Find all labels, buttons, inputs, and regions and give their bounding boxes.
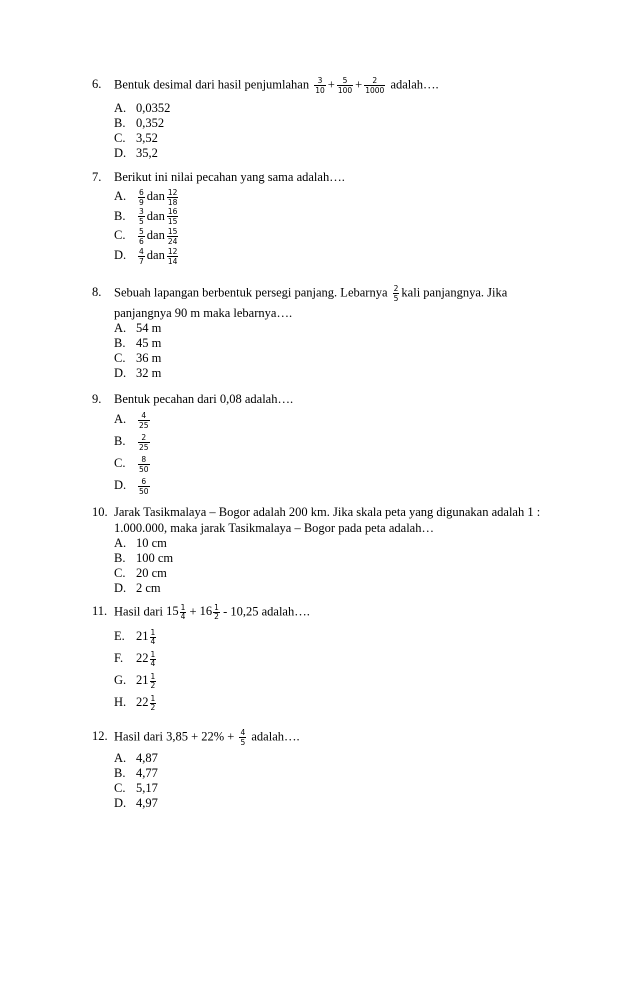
option-b[interactable]: B. 45 m bbox=[114, 336, 162, 350]
option-d[interactable]: D. $\frac{6}{50}$ bbox=[114, 476, 149, 496]
question-number: 10. bbox=[92, 505, 108, 519]
question-number: 6. bbox=[92, 77, 102, 92]
option-a[interactable]: A. 4,87 bbox=[114, 751, 158, 765]
mixed-number: 15 $\frac{1}{4}$ bbox=[166, 603, 186, 621]
option-b[interactable]: B. 100 cm bbox=[114, 551, 174, 565]
option-d[interactable]: D. 35,2 bbox=[114, 146, 158, 160]
question-9-stem bbox=[92, 392, 552, 407]
options-list bbox=[114, 625, 552, 713]
fraction: $\frac{5}{100}$ bbox=[337, 76, 353, 95]
question-number: 11. bbox=[92, 604, 108, 619]
question-number: 7. bbox=[92, 170, 102, 184]
question-12 bbox=[92, 728, 552, 811]
option-a[interactable]: A. 10 cm bbox=[114, 536, 167, 550]
question-7 bbox=[92, 170, 552, 266]
option-c[interactable]: C. 3,52 bbox=[114, 131, 158, 145]
option-f[interactable]: F. 22 $\frac{1}{4}$ bbox=[114, 649, 156, 668]
option-e[interactable]: E. 21 $\frac{1}{4}$ bbox=[114, 627, 156, 646]
question-text: - 10,25 adalah…. bbox=[223, 604, 310, 619]
question-number: 12. bbox=[92, 729, 108, 744]
question-11 bbox=[92, 604, 552, 713]
question-text: adalah…. bbox=[390, 77, 439, 92]
option-d[interactable]: D. 32 m bbox=[114, 366, 162, 380]
operator: + bbox=[189, 604, 197, 619]
option-b[interactable]: B. $\frac{2}{25}$ bbox=[114, 432, 149, 452]
question-6 bbox=[92, 76, 552, 161]
question-7-stem bbox=[92, 170, 552, 185]
option-h[interactable]: H. 22 $\frac{1}{2}$ bbox=[114, 693, 156, 712]
option-a[interactable]: A. 54 m bbox=[114, 321, 162, 335]
options-list bbox=[114, 536, 552, 596]
question-6-stem bbox=[92, 76, 552, 95]
option-a[interactable]: A. $\frac{6}{9}$ dan $\frac{12}{18}$ bbox=[114, 187, 178, 207]
question-text: Hasil dari bbox=[114, 604, 163, 619]
question-number: 9. bbox=[92, 392, 102, 406]
option-d[interactable]: D. 4,97 bbox=[114, 796, 158, 810]
option-c[interactable]: C. 20 cm bbox=[114, 566, 167, 580]
fraction: $\frac{2}{1000}$ bbox=[365, 76, 385, 95]
fraction: $\frac{2}{5}$ bbox=[393, 284, 399, 303]
fraction: $\frac{4}{5}$ bbox=[240, 728, 246, 747]
question-number: 8. bbox=[92, 285, 102, 300]
options-list bbox=[114, 408, 552, 496]
option-b[interactable]: B. $\frac{3}{5}$ dan $\frac{16}{15}$ bbox=[114, 207, 178, 227]
question-text-line2: panjangnya 90 m maka lebarnya…. bbox=[114, 306, 293, 320]
fraction: $\frac{3}{10}$ bbox=[315, 76, 325, 95]
option-c[interactable]: C. $\frac{5}{6}$ dan $\frac{15}{24}$ bbox=[114, 226, 178, 246]
question-10 bbox=[92, 505, 552, 596]
question-text: kali panjangnya. Jika bbox=[401, 285, 508, 300]
question-8-stem bbox=[92, 284, 552, 303]
question-text: Sebuah lapangan berbentuk persegi panjang. Lebarnya bbox=[114, 285, 388, 300]
operator: + bbox=[327, 77, 335, 92]
question-9 bbox=[92, 392, 552, 496]
operator: + bbox=[355, 77, 363, 92]
option-c[interactable]: C. $\frac{8}{50}$ bbox=[114, 454, 149, 474]
option-a[interactable]: A. $\frac{4}{25}$ bbox=[114, 410, 149, 430]
question-text: Jarak Tasikmalaya – Bogor adalah 200 km. Jika skala peta yang digunakan adalah 1 : bbox=[114, 505, 541, 519]
question-12-stem bbox=[92, 728, 552, 747]
question-text: adalah…. bbox=[251, 729, 300, 744]
options-list bbox=[114, 101, 552, 161]
options-list bbox=[114, 321, 552, 381]
option-d[interactable]: D. $\frac{4}{7}$ dan $\frac{12}{14}$ bbox=[114, 246, 178, 266]
question-text: Bentuk pecahan dari 0,08 adalah…. bbox=[114, 392, 294, 406]
option-b[interactable]: B. 0,352 bbox=[114, 116, 165, 130]
question-text: Bentuk desimal dari hasil penjumlahan bbox=[114, 77, 310, 92]
question-8 bbox=[92, 284, 552, 381]
option-g[interactable]: G. 21 $\frac{1}{2}$ bbox=[114, 671, 156, 690]
option-c[interactable]: C. 5,17 bbox=[114, 781, 158, 795]
question-text-line2: 1.000.000, maka jarak Tasikmalaya – Bogor pada peta adalah… bbox=[114, 521, 434, 535]
option-c[interactable]: C. 36 m bbox=[114, 351, 162, 365]
options-list bbox=[114, 187, 552, 266]
option-b[interactable]: B. 4,77 bbox=[114, 766, 158, 780]
question-11-stem bbox=[92, 604, 552, 621]
question-text: Berikut ini nilai pecahan yang sama adalah…. bbox=[114, 170, 345, 184]
question-10-stem bbox=[92, 505, 552, 520]
question-text: Hasil dari 3,85 + 22% + bbox=[114, 729, 235, 744]
options-list bbox=[114, 751, 552, 811]
option-d[interactable]: D. 2 cm bbox=[114, 581, 161, 595]
option-a[interactable]: A. 0,0352 bbox=[114, 101, 171, 115]
mixed-number: 16 $\frac{1}{2}$ bbox=[199, 603, 219, 621]
